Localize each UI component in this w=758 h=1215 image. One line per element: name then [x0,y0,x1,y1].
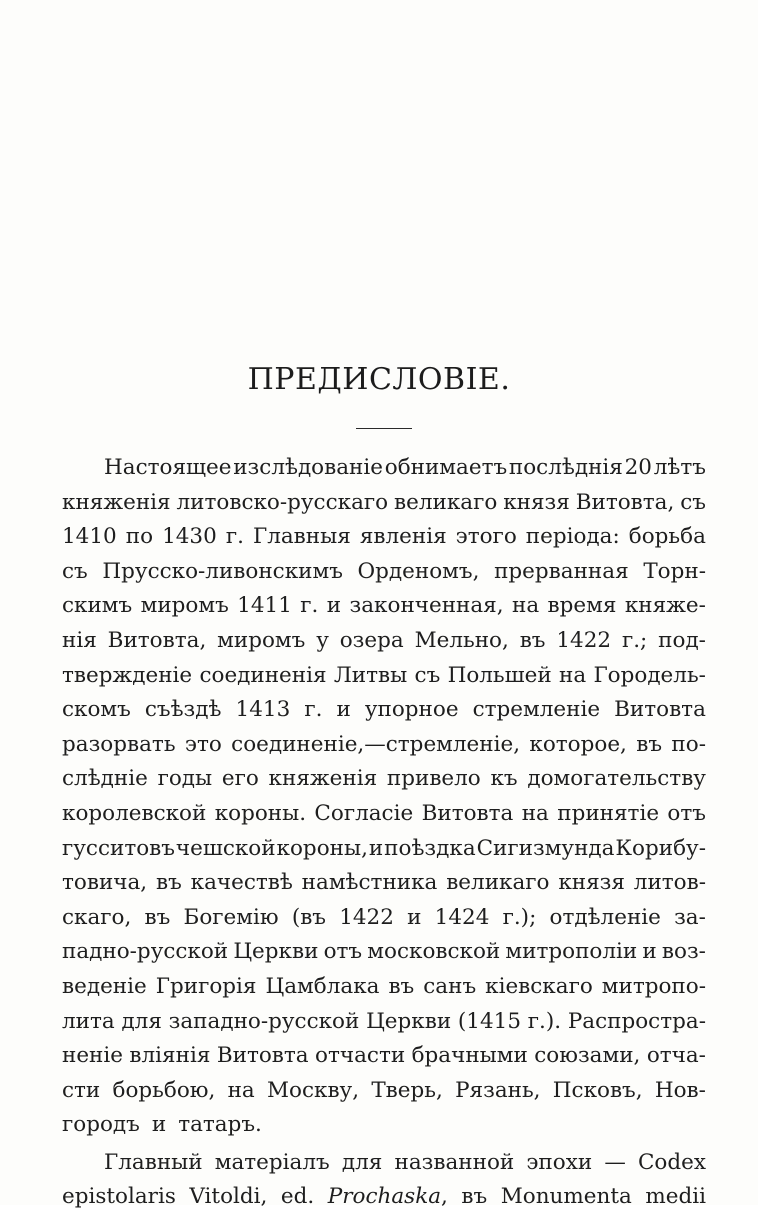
text-line: нія Витовта, миромъ у озера Мельно, въ 1422 г.; под- [62,627,706,653]
text-line: товича, въ качествѣ намѣстника великаго князя литов- [62,870,706,896]
text-line: слѣдніе годы его княженія привело къ домогательству [62,766,706,792]
text-line: скомъ съѣздѣ 1413 г. и упорное стремленіе Витовта [62,697,706,723]
text-line: 1410 по 1430 г. Главныя явленія этого періода: борьба [62,524,706,550]
text-line: гусситовъ чешской короны, и поѣздка Сигизмунда Корибу- [62,835,706,861]
title-divider [356,428,412,429]
text-line: падно-русской Церкви отъ московской митрополіи и воз- [62,939,706,965]
text-line: лита для западно-русской Церкви (1415 г.). Распростра- [62,1008,706,1034]
text-line: Настоящее изслѣдованіе обнимаетъ послѣднія 20 лѣтъ [104,455,706,480]
body-text [62,451,706,1215]
text-line: скаго, въ Богемію (въ 1422 и 1424 г.); отдѣленіе за- [62,904,706,930]
text-line: съ Прусско-ливонскимъ Орденомъ, прерванная Торн- [62,558,706,584]
text-line: королевской короны. Согласіе Витовта на принятіе отъ [62,800,706,826]
text-line: сти борьбою, на Москву, Тверь, Рязань, Псковъ, Нов- [62,1077,706,1103]
text-line: княженія литовско-русскаго великаго князя Витовта, съ [62,489,706,515]
text-line: твержденіе соединенія Литвы съ Польшей на Городель- [62,662,706,688]
text-line: Главный матеріалъ для названной эпохи — Codex [104,1149,706,1175]
text-line: веденіе Григорія Цамблака въ санъ кіевскаго митропо- [62,973,706,999]
text-line: разорвать это соединеніе,—стремленіе, которое, въ по- [62,731,706,757]
text-line: неніе вліянія Витовта отчасти брачными союзами, отча- [62,1043,706,1069]
text-line: городъ и татаръ. [62,1112,262,1138]
text-line: скимъ миромъ 1411 г. и законченная, на время княже- [62,593,706,619]
text-line: epistolaris Vitoldi, ed. Prochaska, въ Monumenta medii [62,1184,706,1210]
page-title: ПРЕДИСЛОВІЕ. [247,362,511,397]
